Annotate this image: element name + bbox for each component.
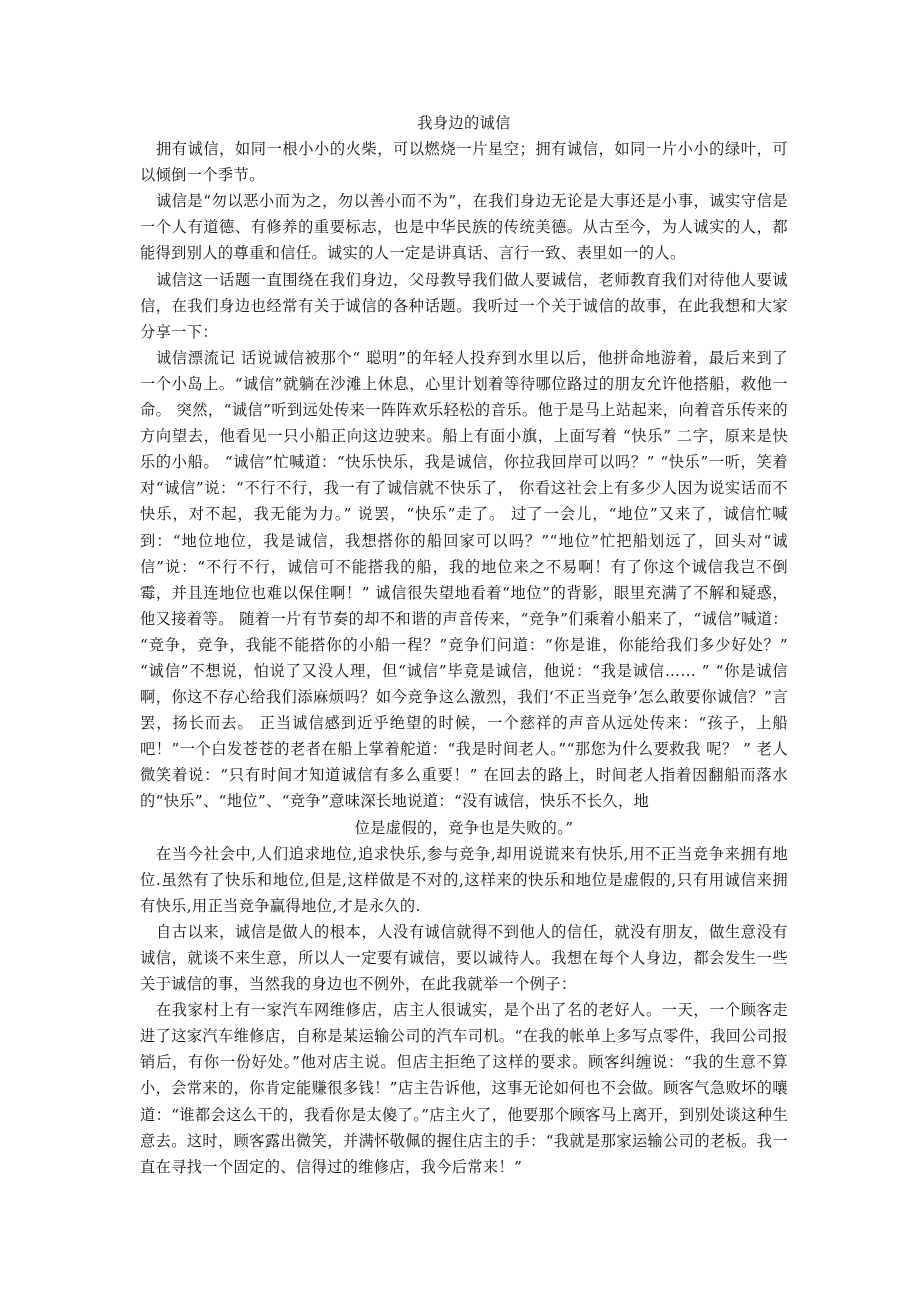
paragraph-story-ending: 位是虚假的，竞争也是失败的。” xyxy=(354,818,574,837)
paragraph-story: 诚信漂流记 话说诚信被那个“ 聪明”的年轻人投弃到水里以后，他拼命地游着，最后来到了一个小岛上。“诚信”就躺在沙滩上休息，心里计划着等待哪位路过的朋友允许他搭船，救他一命。 突然，“诚信”听到远处传来一阵阵欢乐轻松的音乐。他于是马上站起来，向着音乐传来的方向望去，他看见一只小船正向这边驶来。船上有面小旗，上面写着 “快乐” 二字，原来是快乐的小船。 “诚信”忙喊道：“快乐快乐，我是诚信，你拉我回岸可以吗？” “快乐”一听，笑着对“诚信”说：“不行不行，我一有了诚信就不快乐了， 你看这社会上有多少人因为说实话而不快乐，对不起，我无能为力。” 说罢，“快乐”走了。 过了一会儿，“地位”又来了，诚信忙喊到：“地位地位，我是诚信，我想搭你的船回家可以吗？”“地位”忙把船划远了，回头对“诚信”说：“不行不行，诚信可不能搭我的船，我的地位来之不易啊！有了你这个诚信我岂不倒霉，并且连地位也难以保住啊！” 诚信很失望地看着“地位”的背影，眼里充满了不解和疑惑，他又接着等。 随着一片有节奏的却不和谐的声音传来，“竞争”们乘着小船来了，“诚信”喊道： “竞争，竞争，我能不能搭你的小船一程？”竞争们问道：“你是谁，你能给我们多少好处？” “诚信”不想说，怕说了又没人理，但“诚信”毕竟是诚信，他说：“我是诚信…… ” “你是诚信啊，你这不存心给我们添麻烦吗？如今竞争这么激烈，我们‘不正当竞争’怎么敢要你诚信？”言罢，扬长而去。 正当诚信感到近乎绝望的时候，一个慈祥的声音从远处传来：“孩子，上船吧！”一个白发苍苍的老者在船上掌着舵道：“我是时间老人。”“那您为什么要救我 呢？ ” 老人微笑着说：“只有时间才知道诚信有多么重要！” 在回去的路上，时间老人指着因翻船而落水的“快乐”、“地位”、“竞争”意味深长地说道：“没有诚信，快乐不长久，地 xyxy=(140,348,788,811)
document-page xyxy=(140,110,788,1180)
paragraph-society: 在当今社会中,人们追求地位,追求快乐,参与竞争,却用说谎来有快乐,用不正当竞争来拥有地位.虽然有了快乐和地位,但是,这样做是不对的,这样来的快乐和地位是虚假的,只有用诚信来拥有快乐,用正当竞争赢得地位,才是永久的. xyxy=(140,844,788,915)
paragraph-example: 在我家村上有一家汽车网维修店，店主人很诚实，是个出了名的老好人。一天，一个顾客走进了这家汽车维修店，自称是某运输公司的汽车司机。“在我的帐单上多写点零件，我回公司报销后，有你一份好处。”他对店主说。但店主拒绝了这样的要求。顾客纠缠说：“我的生意不算小，会常来的，你肯定能赚很多钱！”店主告诉他，这事无论如何也不会做。顾客气急败坏的嚷道：“谁都会这么干的，我看你是太傻了。”店主火了，他要那个顾客马上离开，到别处谈这种生意去。这时，顾客露出微笑，并满怀敬佩的握住店主的手：“我就是那家运输公司的老板。我一直在寻找一个固定的、信得过的维修店，我今后常来！” xyxy=(140,1001,788,1176)
document-title: 我身边的诚信 xyxy=(417,114,511,132)
paragraph-topic: 诚信这一话题一直围绕在我们身边，父母教导我们做人要诚信，老师教育我们对待他人要诚信，在我们身边也经常有关于诚信的各种话题。我听过一个关于诚信的故事，在此我想和大家分享一下： xyxy=(140,270,788,341)
paragraph-definition: 诚信是“勿以恶小而为之，勿以善小而不为”，在我们身边无论是大事还是小事，诚实守信是一个人有道德、有修养的重要标志，也是中华民族的传统美德。从古至今，为人诚实的人，都能得到别人的尊重和信任。诚实的人一定是讲真话、言行一致、表里如一的人。 xyxy=(140,192,788,263)
paragraph-foundation: 自古以来，诚信是做人的根本，人没有诚信就得不到他人的信任，就没有朋友，做生意没有诚信，就谈不来生意，所以人一定要有诚信，要以诚待人。我想在每个人身边，都会发生一些关于诚信的事，当然我的身边也不例外，在此我就举一个例子： xyxy=(140,922,788,994)
paragraph-intro: 拥有诚信，如同一根小小的火柴，可以燃烧一片星空；拥有诚信，如同一片小小的绿叶，可以倾倒一个季节。 xyxy=(140,140,788,185)
